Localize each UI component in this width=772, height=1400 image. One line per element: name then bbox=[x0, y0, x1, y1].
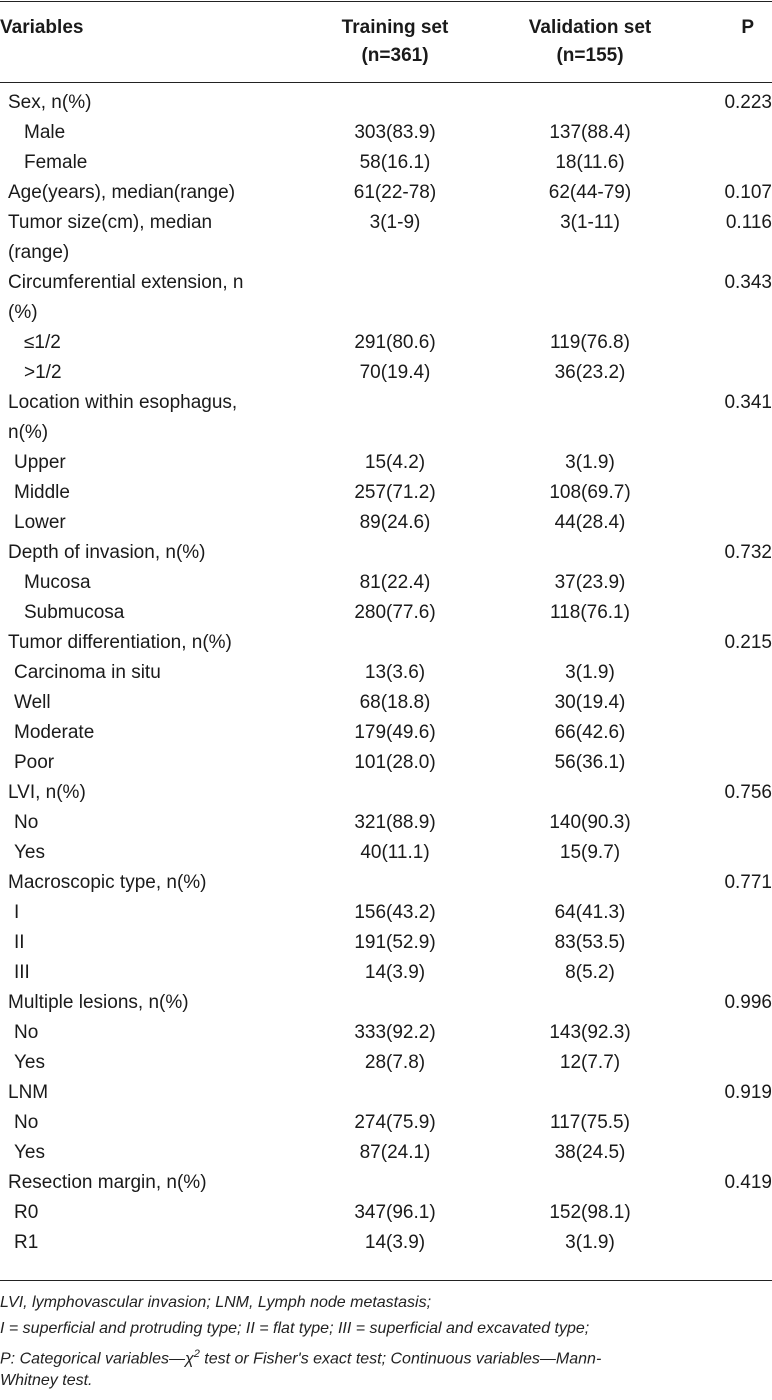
footnote-1: LVI, lymphovascular invasion; LNM, Lymph node metastasis; bbox=[0, 1294, 432, 1311]
p-value: 0.756 bbox=[724, 782, 772, 803]
training-value: 15(4.2) bbox=[364, 452, 426, 473]
header-p: P bbox=[741, 17, 754, 38]
header-variables: Variables bbox=[0, 17, 84, 38]
validation-value: 15(9.7) bbox=[559, 842, 621, 863]
training-value: 179(49.6) bbox=[354, 722, 436, 743]
header-validation bbox=[490, 14, 690, 70]
row-label bbox=[0, 1138, 300, 1168]
p-value: 0.215 bbox=[724, 632, 772, 653]
table-row bbox=[0, 958, 772, 988]
training-value: 40(11.1) bbox=[360, 842, 430, 863]
table-row bbox=[0, 1228, 772, 1258]
p-value: 0.919 bbox=[724, 1082, 772, 1103]
validation-value: 118(76.1) bbox=[550, 602, 630, 623]
table-row bbox=[0, 538, 772, 568]
validation-value: 143(92.3) bbox=[549, 1022, 631, 1043]
row-label-text: No bbox=[14, 1112, 39, 1133]
training-value: 87(24.1) bbox=[359, 1142, 431, 1163]
row-label-text: Sex, n(%) bbox=[8, 92, 92, 113]
row-label-text: Male bbox=[24, 122, 66, 143]
validation-value: 140(90.3) bbox=[549, 812, 631, 833]
row-label bbox=[0, 538, 300, 568]
validation-value: 3(1.9) bbox=[565, 1232, 615, 1253]
row-label bbox=[0, 508, 300, 538]
table-row bbox=[0, 988, 772, 1018]
validation-value: 152(98.1) bbox=[549, 1202, 631, 1223]
table-row bbox=[0, 508, 772, 538]
table-row bbox=[0, 688, 772, 718]
row-label-text: Mucosa bbox=[24, 572, 91, 593]
training-value: 58(16.1) bbox=[359, 152, 431, 173]
row-label bbox=[0, 868, 300, 898]
row-label-text: ≤1/2 bbox=[24, 332, 61, 353]
training-value: 257(71.2) bbox=[354, 482, 436, 503]
row-label bbox=[0, 1198, 300, 1228]
table-row bbox=[0, 478, 772, 508]
row-label-text: Circumferential extension, n bbox=[8, 272, 244, 293]
table-row bbox=[0, 118, 772, 148]
row-label bbox=[0, 148, 300, 178]
training-value: 13(3.6) bbox=[364, 662, 426, 683]
row-label bbox=[0, 838, 300, 868]
row-label bbox=[0, 748, 300, 778]
table-row bbox=[0, 1138, 772, 1168]
table-row bbox=[0, 748, 772, 778]
row-label-text: LVI, n(%) bbox=[8, 782, 86, 803]
validation-value: 64(41.3) bbox=[554, 902, 626, 923]
validation-value: 44(28.4) bbox=[554, 512, 626, 533]
training-value: 274(75.9) bbox=[354, 1112, 436, 1133]
chi-square-superscript: 2 bbox=[193, 1348, 200, 1360]
row-label-text: Middle bbox=[14, 482, 70, 503]
table-row bbox=[0, 568, 772, 598]
row-label-text: I bbox=[14, 902, 20, 923]
training-value: 61(22-78) bbox=[353, 182, 437, 203]
row-label bbox=[0, 718, 300, 748]
table-row bbox=[0, 718, 772, 748]
row-label bbox=[0, 958, 300, 988]
table-row bbox=[0, 1078, 772, 1108]
row-label bbox=[0, 1018, 300, 1048]
p-value: 0.223 bbox=[724, 92, 772, 113]
row-label bbox=[0, 118, 300, 148]
row-label-continuation: (%) bbox=[8, 302, 38, 323]
table-row bbox=[0, 928, 772, 958]
validation-value: 62(44-79) bbox=[548, 182, 632, 203]
row-label-text: Tumor size(cm), median bbox=[8, 212, 213, 233]
header-training bbox=[300, 14, 490, 70]
footnote-4: Whitney test. bbox=[0, 1372, 93, 1389]
row-label-text: III bbox=[14, 962, 30, 983]
row-label-text: No bbox=[14, 1022, 39, 1043]
table-row bbox=[0, 268, 772, 328]
table-row bbox=[0, 898, 772, 928]
row-label bbox=[0, 808, 300, 838]
row-label bbox=[0, 988, 300, 1018]
table-row bbox=[0, 868, 772, 898]
row-label-text: R1 bbox=[14, 1232, 39, 1253]
row-label bbox=[0, 778, 300, 808]
p-value: 0.341 bbox=[724, 392, 772, 413]
validation-value: 137(88.4) bbox=[549, 122, 631, 143]
training-value: 321(88.9) bbox=[354, 812, 436, 833]
table-row bbox=[0, 1018, 772, 1048]
row-label bbox=[0, 448, 300, 478]
header-validation-line2: (n=155) bbox=[556, 45, 624, 66]
validation-value: 36(23.2) bbox=[554, 362, 626, 383]
training-value: 101(28.0) bbox=[354, 752, 436, 773]
row-label bbox=[0, 268, 300, 328]
row-label-text: Upper bbox=[14, 452, 66, 473]
p-value: 0.107 bbox=[724, 182, 772, 203]
table-row bbox=[0, 658, 772, 688]
row-label-text: No bbox=[14, 812, 39, 833]
row-label-text: Female bbox=[24, 152, 88, 173]
row-label bbox=[0, 628, 300, 658]
row-label-text: Macroscopic type, n(%) bbox=[8, 872, 207, 893]
row-label-text: Yes bbox=[14, 842, 45, 863]
row-label-text: Location within esophagus, bbox=[8, 392, 238, 413]
table-row bbox=[0, 178, 772, 208]
row-label-text: Tumor differentiation, n(%) bbox=[8, 632, 232, 653]
row-label bbox=[0, 88, 300, 118]
table-row bbox=[0, 148, 772, 178]
table-row bbox=[0, 778, 772, 808]
row-label-text: >1/2 bbox=[24, 362, 62, 383]
training-value: 333(92.2) bbox=[354, 1022, 436, 1043]
training-value: 81(22.4) bbox=[359, 572, 431, 593]
top-rule bbox=[0, 1, 772, 2]
validation-value: 3(1-11) bbox=[560, 212, 620, 233]
validation-value: 3(1.9) bbox=[565, 662, 615, 683]
row-label-text: Submucosa bbox=[24, 602, 125, 623]
validation-value: 56(36.1) bbox=[554, 752, 626, 773]
row-label bbox=[0, 1048, 300, 1078]
p-value: 0.732 bbox=[724, 542, 772, 563]
table-row bbox=[0, 1108, 772, 1138]
p-value: 0.116 bbox=[725, 212, 772, 233]
row-label-text: Poor bbox=[14, 752, 55, 773]
p-value: 0.771 bbox=[724, 872, 772, 893]
table-row bbox=[0, 388, 772, 448]
training-value: 3(1-9) bbox=[369, 212, 421, 233]
row-label-text: Lower bbox=[14, 512, 66, 533]
validation-value: 8(5.2) bbox=[565, 962, 615, 983]
validation-value: 108(69.7) bbox=[549, 482, 631, 503]
row-label bbox=[0, 478, 300, 508]
footnote-2: I = superficial and protruding type; II = flat type; III = superficial and excavated type; bbox=[0, 1320, 590, 1337]
row-label bbox=[0, 208, 300, 268]
row-label bbox=[0, 1078, 300, 1108]
row-label bbox=[0, 328, 300, 358]
training-value: 191(52.9) bbox=[354, 932, 436, 953]
row-label bbox=[0, 358, 300, 388]
table-row bbox=[0, 1168, 772, 1198]
row-label-text: Yes bbox=[14, 1052, 45, 1073]
validation-value: 66(42.6) bbox=[554, 722, 626, 743]
table-row bbox=[0, 208, 772, 268]
training-value: 68(18.8) bbox=[359, 692, 431, 713]
p-value: 0.996 bbox=[724, 992, 772, 1013]
p-value: 0.343 bbox=[724, 272, 772, 293]
table-row bbox=[0, 628, 772, 658]
row-label-text: Well bbox=[14, 692, 51, 713]
row-label bbox=[0, 1108, 300, 1138]
validation-value: 37(23.9) bbox=[554, 572, 626, 593]
row-label bbox=[0, 1228, 300, 1258]
header-validation-line1: Validation set bbox=[528, 17, 652, 38]
row-label bbox=[0, 598, 300, 628]
header-training-line2: (n=361) bbox=[361, 45, 429, 66]
row-label-text: LNM bbox=[8, 1082, 49, 1103]
row-label bbox=[0, 178, 300, 208]
table-row bbox=[0, 808, 772, 838]
validation-value: 38(24.5) bbox=[554, 1142, 626, 1163]
table-row bbox=[0, 358, 772, 388]
training-value: 14(3.9) bbox=[364, 1232, 426, 1253]
validation-value: 83(53.5) bbox=[554, 932, 626, 953]
training-value: 347(96.1) bbox=[354, 1202, 436, 1223]
training-value: 14(3.9) bbox=[364, 962, 426, 983]
header-rule bbox=[0, 82, 772, 83]
validation-value: 12(7.7) bbox=[559, 1052, 621, 1073]
validation-value: 18(11.6) bbox=[555, 152, 625, 173]
training-value: 280(77.6) bbox=[354, 602, 436, 623]
validation-value: 119(76.8) bbox=[550, 332, 630, 353]
table-row bbox=[0, 838, 772, 868]
table-row bbox=[0, 598, 772, 628]
training-value: 70(19.4) bbox=[359, 362, 431, 383]
row-label-text: Carcinoma in situ bbox=[14, 662, 161, 683]
row-label-text: Resection margin, n(%) bbox=[8, 1172, 207, 1193]
bottom-rule bbox=[0, 1280, 772, 1281]
p-value: 0.419 bbox=[724, 1172, 772, 1193]
row-label bbox=[0, 568, 300, 598]
table-row bbox=[0, 88, 772, 118]
training-value: 291(80.6) bbox=[354, 332, 436, 353]
training-value: 28(7.8) bbox=[364, 1052, 426, 1073]
row-label-continuation: (range) bbox=[8, 242, 70, 263]
header-training-line1: Training set bbox=[341, 17, 449, 38]
table-row bbox=[0, 1048, 772, 1078]
footnote-3 bbox=[0, 1342, 772, 1371]
table-row bbox=[0, 1198, 772, 1228]
row-label-text: Age(years), median(range) bbox=[8, 182, 236, 203]
training-value: 89(24.6) bbox=[359, 512, 431, 533]
footnote-3-a: P: Categorical variables—χ bbox=[0, 1350, 194, 1368]
training-value: 303(83.9) bbox=[354, 122, 436, 143]
row-label bbox=[0, 688, 300, 718]
row-label bbox=[0, 658, 300, 688]
row-label-text: Moderate bbox=[14, 722, 95, 743]
validation-value: 30(19.4) bbox=[554, 692, 626, 713]
row-label-continuation: n(%) bbox=[8, 422, 49, 443]
row-label-text: Depth of invasion, n(%) bbox=[8, 542, 206, 563]
row-label-text: Multiple lesions, n(%) bbox=[8, 992, 189, 1013]
row-label bbox=[0, 388, 300, 448]
table-row bbox=[0, 328, 772, 358]
row-label bbox=[0, 1168, 300, 1198]
row-label bbox=[0, 928, 300, 958]
footnote-3-b: test or Fisher's exact test; Continuous variables—Mann- bbox=[199, 1350, 602, 1368]
table-row bbox=[0, 448, 772, 478]
training-value: 156(43.2) bbox=[354, 902, 436, 923]
row-label-text: Yes bbox=[14, 1142, 45, 1163]
validation-value: 3(1.9) bbox=[565, 452, 615, 473]
row-label-text: R0 bbox=[14, 1202, 39, 1223]
validation-value: 117(75.5) bbox=[550, 1112, 630, 1133]
row-label bbox=[0, 898, 300, 928]
row-label-text: II bbox=[14, 932, 25, 953]
